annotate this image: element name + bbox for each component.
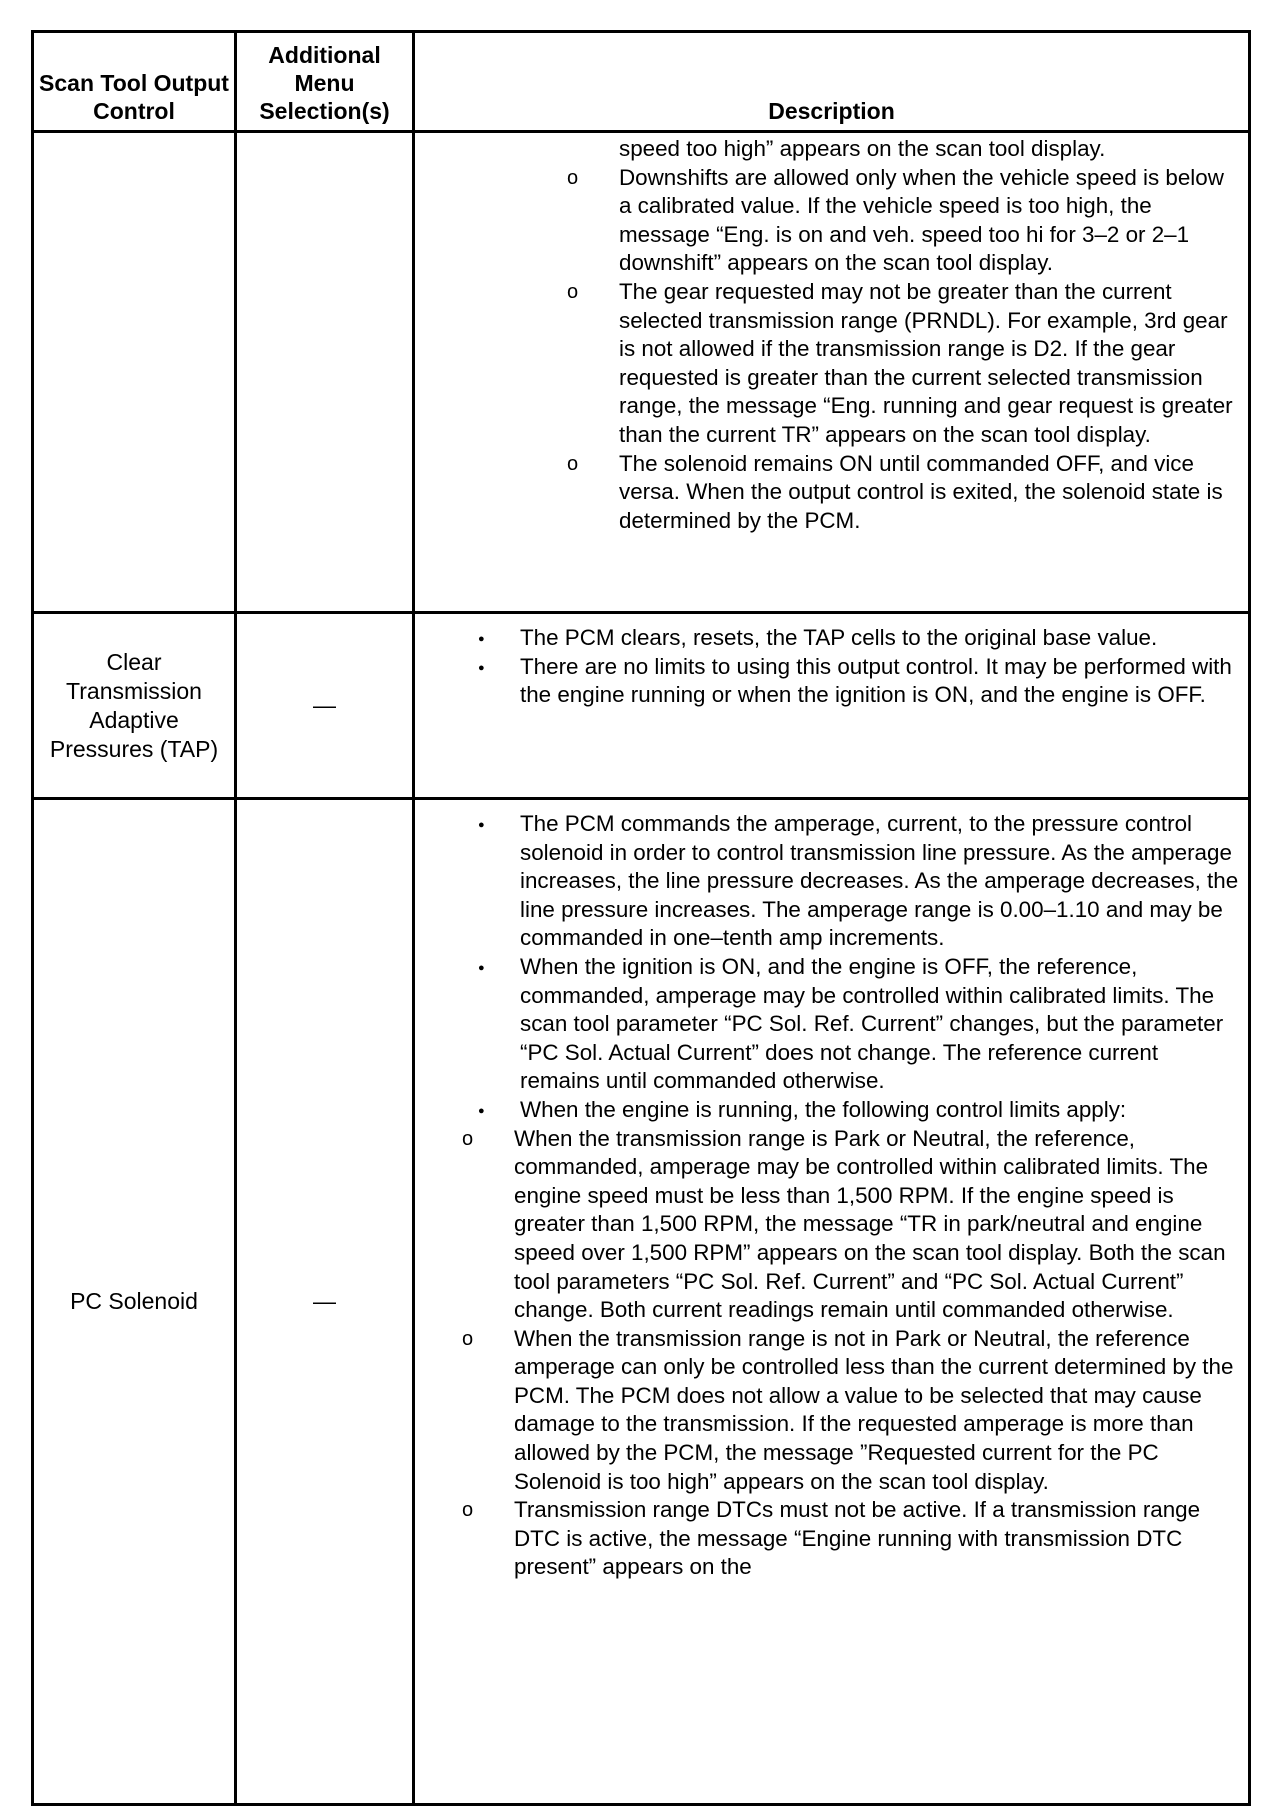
list-item: ● The PCM clears, resets, the TAP cells to the original base value.: [520, 624, 1238, 653]
header-description: Description: [414, 32, 1250, 132]
bullet-list: [415, 624, 1248, 710]
cell-control-pc-solenoid: PC Solenoid: [33, 799, 236, 1805]
table-header-row: [33, 32, 1250, 132]
header-scan-tool-output-control: Scan Tool Output Control: [33, 32, 236, 132]
list-item-text: When the engine is running, the following control limits apply:: [520, 1096, 1127, 1122]
list-item: o When the transmission range is not in Park or Neutral, the reference amperage can only be controlled less than the current determined by the PCM. The PCM does not allow a value to be selected that may cause damage to the transmission. If the requested amperage is more than allowed by the PCM, the message ”Requested current for the PC Solenoid is too high” appears on the scan tool display.: [514, 1325, 1242, 1497]
document-page: [31, 30, 1248, 1756]
list-item: o The solenoid remains ON until commanded OFF, and vice versa. When the output control is exited, the solenoid state is determined by the PCM.: [619, 450, 1242, 536]
cell-description: [414, 132, 1250, 613]
cell-menu-empty: [236, 132, 414, 613]
cell-control-empty: [33, 132, 236, 613]
list-item: o Transmission range DTCs must not be active. If a transmission range DTC is active, the message “Engine running with transmission DTC present” appears on the: [514, 1496, 1242, 1582]
list-item: o The gear requested may not be greater than the current selected transmission range (PRNDL). For example, 3rd gear is not allowed if the transmission range is D2. If the gear requested is greater than the current selected transmission range, the message “Eng. running and gear request is greater than the current TR” appears on the scan tool display.: [619, 278, 1242, 450]
list-item: ● The PCM commands the amperage, current, to the pressure control solenoid in order to control transmission line pressure. As the amperage increases, the line pressure decreases. As the amperage decreases, the line pressure increases. The amperage range is 0.00–1.10 and may be commanded in one–tenth amp increments.: [520, 810, 1242, 953]
table-row-pc-solenoid: [33, 799, 1250, 1805]
cell-description: [414, 613, 1250, 799]
table-row-continuation: [33, 132, 1250, 613]
list-item: o When the transmission range is Park or Neutral, the reference, commanded, amperage may be controlled within calibrated limits. The engine speed must be less than 1,500 RPM. If the engine speed is greater than 1,500 RPM, the message “TR in park/neutral and engine speed over 1,500 RPM” appears on the scan tool display. Both the scan tool parameters “PC Sol. Ref. Current” and “PC Sol. Actual Current” change. Both current readings remain until commanded otherwise.: [514, 1125, 1242, 1325]
list-item: ● There are no limits to using this output control. It may be performed with the engine running or when the ignition is ON, and the engine is OFF.: [520, 653, 1238, 710]
table-row-clear-tap: [33, 613, 1250, 799]
list-item: [514, 1096, 1242, 1582]
cell-description: [414, 799, 1250, 1805]
cell-menu-dash: —: [236, 613, 414, 799]
header-additional-menu-selections: Additional Menu Selection(s): [236, 32, 414, 132]
bullet-list: [415, 810, 1248, 1582]
sub-list: [415, 1125, 1242, 1583]
list-item: o Downshifts are allowed only when the vehicle speed is below a calibrated value. If the vehicle speed is too high, the message “Eng. is on and veh. speed too hi for 3–2 or 2–1 downshift” appears on the scan tool display.: [619, 164, 1242, 278]
output-control-table: [31, 30, 1251, 1806]
cell-menu-dash: —: [236, 799, 414, 1805]
sub-list: [415, 164, 1248, 536]
cell-control-clear-tap: Clear Transmission Adaptive Pressures (TAP): [33, 613, 236, 799]
continuation-text: speed too high” appears on the scan tool display.: [619, 136, 1106, 161]
list-item: ● When the ignition is ON, and the engine is OFF, the reference, commanded, amperage may be controlled within calibrated limits. The scan tool parameter “PC Sol. Ref. Current” changes, but the parameter “PC Sol. Actual Current” does not change. The reference current remains until commanded otherwise.: [520, 953, 1242, 1096]
